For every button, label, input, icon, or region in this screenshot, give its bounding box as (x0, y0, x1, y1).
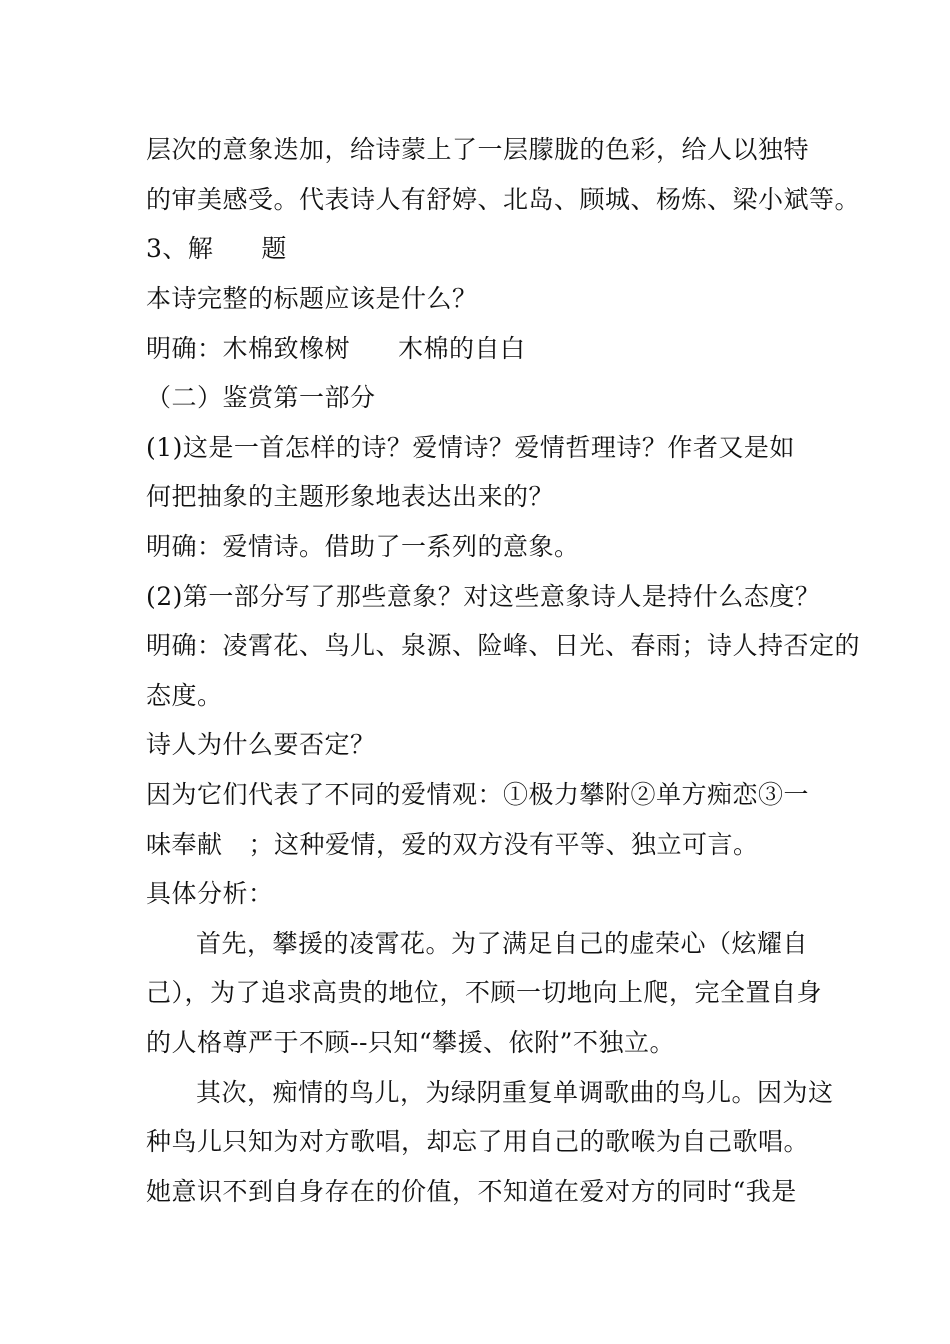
question-line: 何把抽象的主题形象地表达出来的？ (146, 482, 555, 511)
paragraph-line: 首先，攀援的凌霄花。为了满足自己的虚荣心（炫耀自 (196, 929, 809, 958)
question-line: 本诗完整的标题应该是什么？ (146, 284, 478, 313)
answer-line: 明确：爱情诗。借助了一系列的意象。 (146, 532, 580, 561)
paragraph-part: ；这种爱情，爱的双方没有平等、独立可言。 (248, 830, 759, 859)
heading-part: 题 (261, 234, 287, 263)
section-heading: （二）鉴赏第一部分 (146, 383, 376, 412)
paragraph-line: 她意识不到自身存在的价值，不知道在爱对方的同时“我是 (146, 1177, 797, 1206)
answer-line (146, 333, 836, 365)
answer-part: 明确：木棉致橡树 (146, 334, 351, 363)
paragraph-line: 因为它们代表了不同的爱情观：①极力攀附②单方痴恋③一 (146, 780, 810, 809)
answer-line: 态度。 (146, 681, 223, 710)
paragraph-line: 具体分析： (146, 879, 274, 908)
question-line: (2)第一部分写了那些意象？对这些意象诗人是持什么态度？ (146, 582, 821, 611)
paragraph-line: 的人格尊严于不顾--只知“攀援、依附”不独立。 (146, 1028, 675, 1057)
section-heading (146, 233, 836, 265)
paragraph-line: 己），为了追求高贵的地位，不顾一切地向上爬，完全置自身 (146, 978, 823, 1007)
paragraph-line: 层次的意象迭加，给诗蒙上了一层朦胧的色彩，给人以独特 (146, 135, 810, 164)
question-line: (1)这是一首怎样的诗？爱情诗？爱情哲理诗？作者又是如 (146, 433, 795, 462)
paragraph-line: 的审美感受。代表诗人有舒婷、北岛、顾城、杨炼、梁小斌等。 (146, 185, 861, 214)
paragraph-line: 种鸟儿只知为对方歌唱，却忘了用自己的歌喉为自己歌唱。 (146, 1127, 810, 1156)
answer-line: 明确：凌霄花、鸟儿、泉源、险峰、日光、春雨；诗人持否定的 (146, 631, 861, 660)
heading-part: 3、解 (146, 234, 214, 263)
answer-part: 木棉的自白 (398, 334, 526, 363)
paragraph-part: 味奉献 (146, 830, 223, 859)
paragraph-line (146, 829, 836, 861)
paragraph-line: 其次，痴情的鸟儿，为绿阴重复单调歌曲的鸟儿。因为这 (196, 1078, 834, 1107)
question-line: 诗人为什么要否定？ (146, 730, 376, 759)
